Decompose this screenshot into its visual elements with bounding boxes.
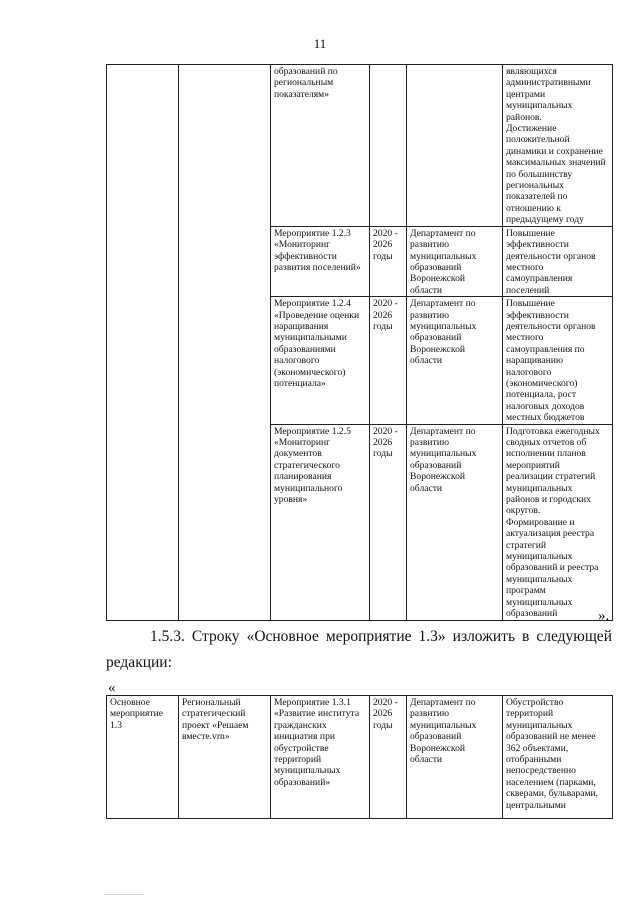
executor-cell: Департамент по развитию муниципальных образований Воронежской области: [407, 297, 503, 424]
program-cell: Региональный стратегический проект «Решаем вместе.vrn»: [179, 696, 271, 819]
executor-cell: Департамент по развитию муниципальных образований Воронежской области: [407, 226, 503, 296]
result-cell: Подготовка ежегодных сводных отчетов об исполнении планов мероприятий реализации стратегий муниципальных районов и городских округов. Формирование и актуализация реестра стратегий муниципальных образований и реестра муниципальных программ муниципальных образований: [503, 424, 613, 620]
closing-quote: ».: [598, 608, 610, 624]
activity-cell: Мероприятие 1.2.3 «Мониторинг эффективности развития поселений»: [271, 226, 370, 296]
activity-cell: Мероприятие 1.2.4 «Проведение оценки наращивания муниципальными образованиями налогового (экономического) потенциала»: [271, 297, 370, 424]
period-cell: [370, 65, 407, 227]
executor-cell: Департамент по развитию муниципальных образований Воронежской области: [407, 424, 503, 620]
status-cell: Основное мероприятие 1.3: [107, 696, 179, 819]
executor-cell: [407, 65, 503, 227]
amendment-paragraph-line-1: 1.5.3. Строку «Основное мероприятие 1.3» изложить в следующей: [150, 628, 612, 645]
activity-cell: образований по региональным показателям»: [271, 65, 370, 227]
page-number: 11: [313, 36, 327, 51]
status-cell: [107, 65, 179, 621]
table-row: [107, 65, 613, 227]
period-cell: 2020 - 2026 годы: [370, 424, 407, 620]
opening-quote: «: [108, 680, 116, 696]
period-cell: 2020 - 2026 годы: [370, 297, 407, 424]
period-cell: 2020 - 2026 годы: [370, 696, 407, 819]
activities-table-continued: [106, 64, 613, 621]
result-cell: являющихся административными центрами муниципальных районов. Достижение положительной динамики и сохранение максимальных значений по большинству региональных показателей по отношению к предыдущему году: [503, 65, 613, 227]
activity-cell: Мероприятие 1.2.5 «Мониторинг документов стратегического планирования муниципального уровня»: [271, 424, 370, 620]
scan-divider: [104, 894, 144, 895]
activity-cell: Мероприятие 1.3.1 «Развитие института гражданских инициатив при обустройстве территорий муниципальных образований»: [271, 696, 370, 819]
result-cell: Повышение эффективности деятельности органов местного самоуправления по наращиванию налогового (экономического) потенциала, рост налоговых доходов местных бюджетов: [503, 297, 613, 424]
main-activity-1-3-table: [106, 695, 613, 819]
table-row: [107, 696, 613, 819]
period-cell: 2020 - 2026 годы: [370, 226, 407, 296]
program-cell: [179, 65, 271, 621]
amendment-paragraph-line-2: редакции:: [106, 654, 172, 671]
executor-cell: Департамент по развитию муниципальных образований Воронежской области: [407, 696, 503, 819]
result-cell: Обустройство территорий муниципальных образований не менее 362 объектами, отобранными непосредственно населением (парками, скверами, бульварами, центральными: [503, 696, 613, 819]
result-cell: Повышение эффективности деятельности органов местного самоуправления поселений: [503, 226, 613, 296]
